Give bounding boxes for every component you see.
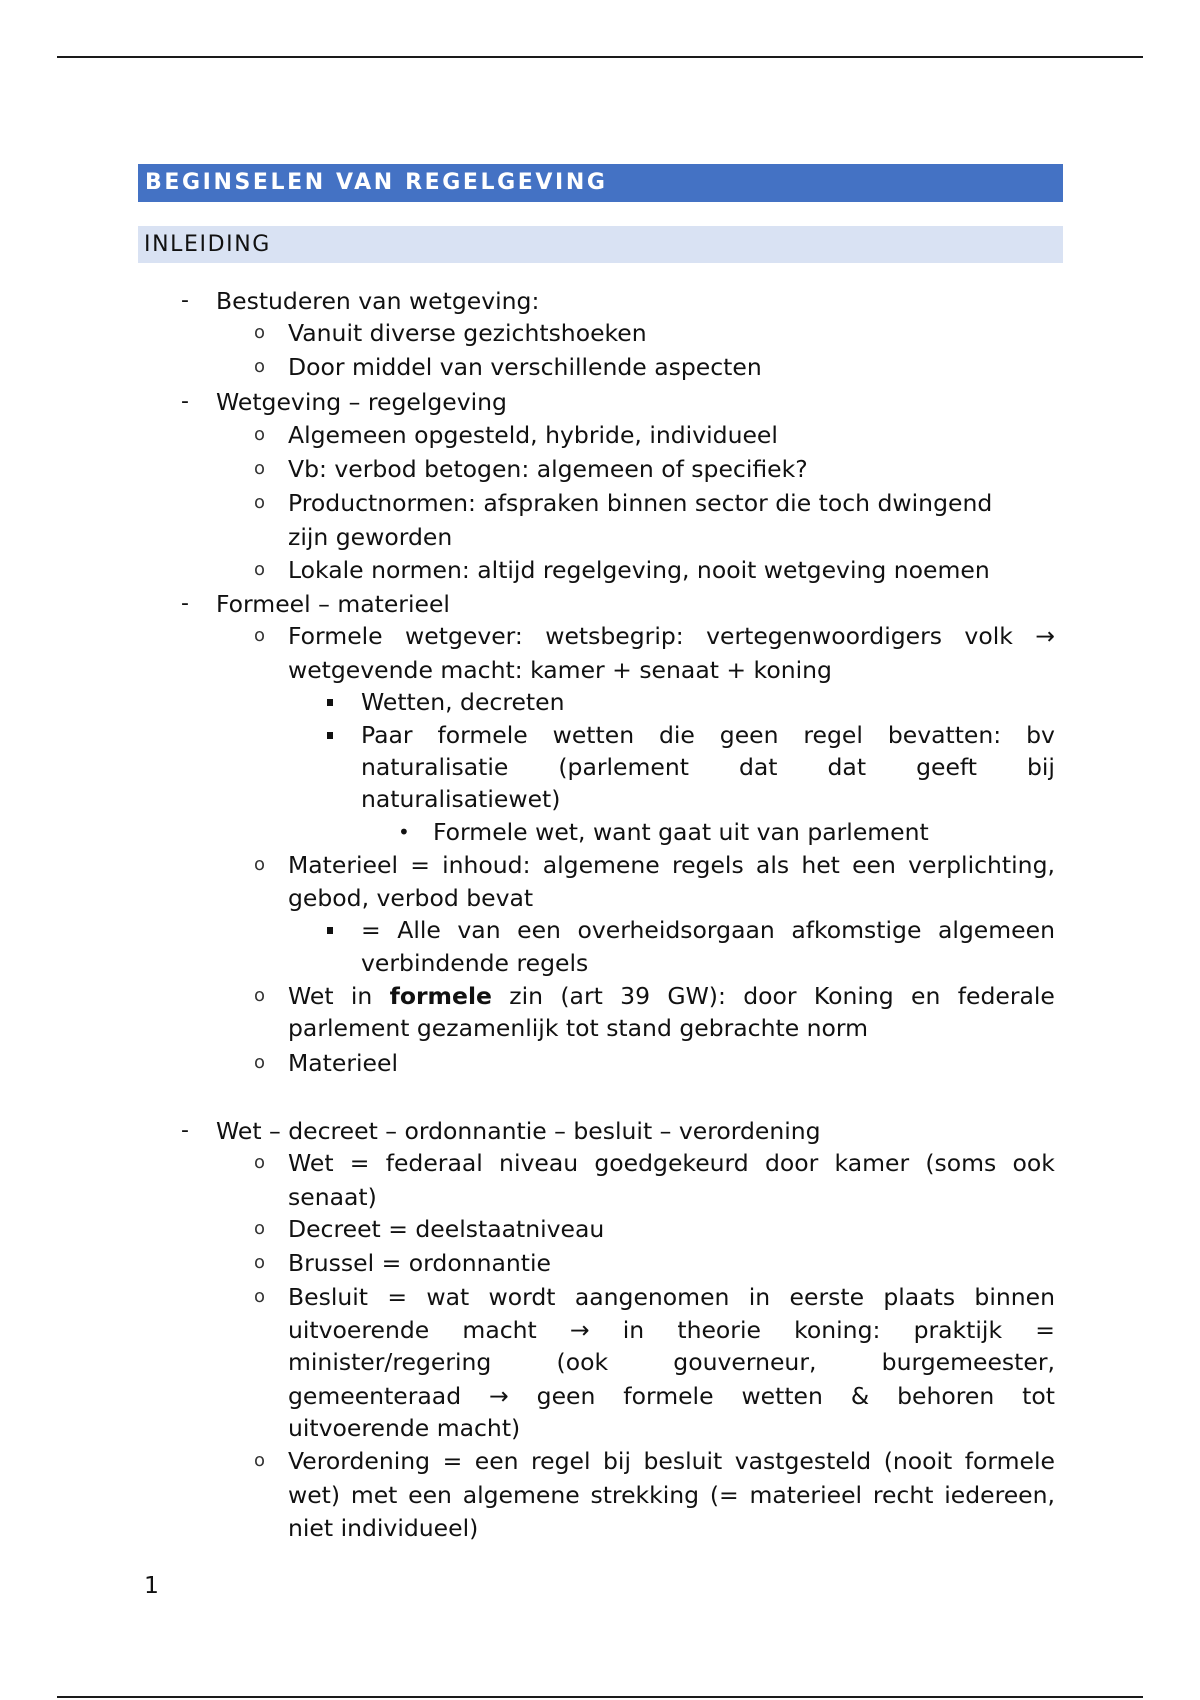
line-word: Wet [288,982,334,1010]
line-word: in [748,1283,771,1311]
document-line: Wetten, decreten [361,688,565,716]
document-line: Bestuderen van wetgeving: [216,287,540,315]
document-line: Materieel [288,1049,398,1077]
line-word: besluit [643,1447,723,1475]
line-word: bij [1026,753,1055,781]
document-line: zijn geworden [288,523,453,551]
line-word: (soms [925,1149,997,1177]
circle-bullet-icon: o [254,559,266,580]
line-word: kamer [834,1149,910,1177]
circle-bullet-icon: o [254,322,266,343]
line-word: (nooit [883,1447,953,1475]
line-word: dat [827,753,867,781]
line-word: materieel [749,1481,863,1509]
line-word: vertegenwoordigers [706,622,943,650]
document-line: wetgevende macht: kamer + senaat + koning [288,656,832,684]
line-word: formele [437,721,528,749]
line-word: wetsbegrip: [545,622,684,650]
heading-1: BEGINSELEN VAN REGELGEVING [138,164,1063,202]
document-line [288,1315,1055,1345]
line-word: Verordening [288,1447,431,1475]
line-word: in [350,982,373,1010]
line-word: bv [1026,721,1055,749]
document-line: uitvoerende macht) [288,1414,521,1442]
dash-bullet-icon: - [181,288,189,313]
line-word: gouverneur, [673,1348,817,1376]
line-word: iedereen, [944,1481,1055,1509]
line-word: tot [1022,1382,1055,1410]
line-word: afkomstige [791,916,922,944]
line-word: geen [536,1382,596,1410]
circle-bullet-icon: o [254,1252,266,1273]
line-word: Alle [397,916,441,944]
document-line: Wet – decreet – ordonnantie – besluit – verordening [216,1117,821,1145]
line-word: wet) [288,1481,341,1509]
circle-bullet-icon: o [254,356,266,377]
document-line: Decreet = deelstaatniveau [288,1215,605,1243]
line-word: federale [957,982,1055,1010]
line-word: in [622,1316,645,1344]
line-word: 39 [620,982,651,1010]
line-word: geen [719,721,779,749]
document-line: Formele wet, want gaat uit van parlement [433,818,929,846]
line-word: federaal [385,1149,483,1177]
document-line: Formeel – materieel [216,590,450,618]
line-word: overheidsorgaan [577,916,775,944]
document-line [288,1282,1055,1312]
line-word: en [911,982,941,1010]
line-word: behoren [897,1382,995,1410]
line-word: Besluit [288,1283,368,1311]
dash-bullet-icon: - [181,1118,189,1143]
line-word: (ook [556,1348,609,1376]
document-line [361,720,1055,750]
line-word: door [743,982,797,1010]
circle-bullet-icon: o [254,458,266,479]
document-line: Vanuit diverse gezichtshoeken [288,319,647,347]
document-line: Door middel van verschillende aspecten [288,353,762,381]
line-word: recht [872,1481,934,1509]
line-word: een [852,851,896,879]
document-line: Lokale normen: altijd regelgeving, nooit wetgeving noemen [288,556,990,584]
document-line: Brussel = ordonnantie [288,1249,551,1277]
line-word: naturalisatie [361,753,509,781]
dot-bullet-icon: • [398,820,410,844]
line-word: & [850,1382,870,1410]
line-word: uitvoerende [288,1316,430,1344]
line-word: algemene [462,1481,580,1509]
heading-2: INLEIDING [138,226,1063,263]
document-line: Productnormen: afspraken binnen sector die toch dwingend [288,489,993,517]
document-line: Vb: verbod betogen: algemeen of specifiek? [288,455,808,483]
line-word: praktijk [913,1316,1003,1344]
line-word: een [517,916,561,944]
line-word: binnen [974,1283,1055,1311]
line-word: van [457,916,501,944]
line-word: die [658,721,695,749]
circle-bullet-icon: o [254,1286,266,1307]
circle-bullet-icon: o [254,424,266,445]
line-word: strekking [590,1481,700,1509]
line-word: wetgever: [405,622,523,650]
circle-bullet-icon: o [254,985,266,1006]
line-word: regels [671,851,744,879]
line-word: niveau [499,1149,579,1177]
circle-bullet-icon: o [254,1152,266,1173]
line-word: burgemeester, [881,1348,1055,1376]
line-word: regel [803,721,863,749]
square-bullet-icon [327,732,333,739]
line-word: Wet [288,1149,334,1177]
line-word: Paar [361,721,413,749]
header-rule [57,56,1143,58]
line-word: (= [709,1481,739,1509]
line-word: = [361,916,381,944]
line-word: wordt [488,1283,556,1311]
footer-rule [57,1696,1143,1698]
document-line [288,1480,1055,1510]
line-word: Materieel [288,851,398,879]
document-line [361,915,1055,945]
line-word: wetten [552,721,635,749]
line-word: inhoud: [442,851,531,879]
line-word: een [474,1447,519,1475]
line-word: macht [462,1316,537,1344]
line-word: bevatten: [887,721,1002,749]
line-word: → [1035,622,1055,650]
document-line [288,621,1055,651]
line-word: dat [738,753,778,781]
document-line: naturalisatiewet) [361,785,561,813]
document-line [288,850,1055,880]
line-word: = [1035,1316,1055,1344]
line-word: theorie [677,1316,761,1344]
line-word: = [410,851,430,879]
document-line [288,1347,1055,1377]
line-word: = [442,1447,463,1475]
line-word: vastgesteld [734,1447,872,1475]
line-word: = [387,1283,408,1311]
line-word: formele [623,1382,714,1410]
line-word: → [489,1382,509,1410]
document-line: Wetgeving – regelgeving [216,388,507,416]
line-word: regel [531,1447,591,1475]
line-word: met [350,1481,398,1509]
line-word: → [569,1316,590,1344]
line-word: GW): [667,982,726,1010]
line-word: (parlement [558,753,689,781]
line-word: = [349,1149,370,1177]
document-line: niet individueel) [288,1514,479,1542]
line-word: Formele [288,622,383,650]
document-line: senaat) [288,1183,377,1211]
line-word: wetten [741,1382,823,1410]
line-word: volk [964,622,1013,650]
circle-bullet-icon: o [254,1218,266,1239]
circle-bullet-icon: o [254,1450,266,1471]
square-bullet-icon [327,699,333,706]
document-line: verbindende regels [361,949,589,977]
page-number: 1 [144,1571,159,1599]
line-word: verplichting, [908,851,1055,879]
line-word: wat [426,1283,470,1311]
line-word: plaats [883,1283,956,1311]
document-line [361,752,1055,782]
circle-bullet-icon: o [254,492,266,513]
line-word: zin [509,982,544,1010]
circle-bullet-icon: o [254,854,266,875]
line-word: het [801,851,840,879]
line-word: ook [1012,1149,1055,1177]
line-word: door [764,1149,819,1177]
document-line: parlement gezamenlijk tot stand gebrachte norm [288,1014,869,1042]
dash-bullet-icon: - [181,591,189,616]
document-line [288,981,1055,1011]
document-line [288,1148,1055,1178]
line-word: geeft [916,753,977,781]
line-word: een [408,1481,452,1509]
line-word: koning: [794,1316,881,1344]
line-word: goedgekeurd [594,1149,749,1177]
circle-bullet-icon: o [254,1052,266,1073]
document-line [288,1446,1055,1476]
line-word: minister/regering [288,1348,492,1376]
bold-term: formele [389,982,492,1010]
line-word: aangenomen [574,1283,730,1311]
document-line: gebod, verbod bevat [288,884,534,912]
dash-bullet-icon: - [181,389,189,414]
document-line [288,1381,1055,1411]
line-word: eerste [789,1283,865,1311]
document-line: Algemeen opgesteld, hybride, individueel [288,421,778,449]
line-word: als [755,851,790,879]
line-word: bij [603,1447,631,1475]
line-word: Koning [813,982,894,1010]
line-word: gemeenteraad [288,1382,462,1410]
line-word: (art [560,982,603,1010]
square-bullet-icon [327,927,333,934]
line-word: formele [964,1447,1055,1475]
circle-bullet-icon: o [254,625,266,646]
line-word: algemeen [937,916,1055,944]
line-word: algemene [542,851,660,879]
